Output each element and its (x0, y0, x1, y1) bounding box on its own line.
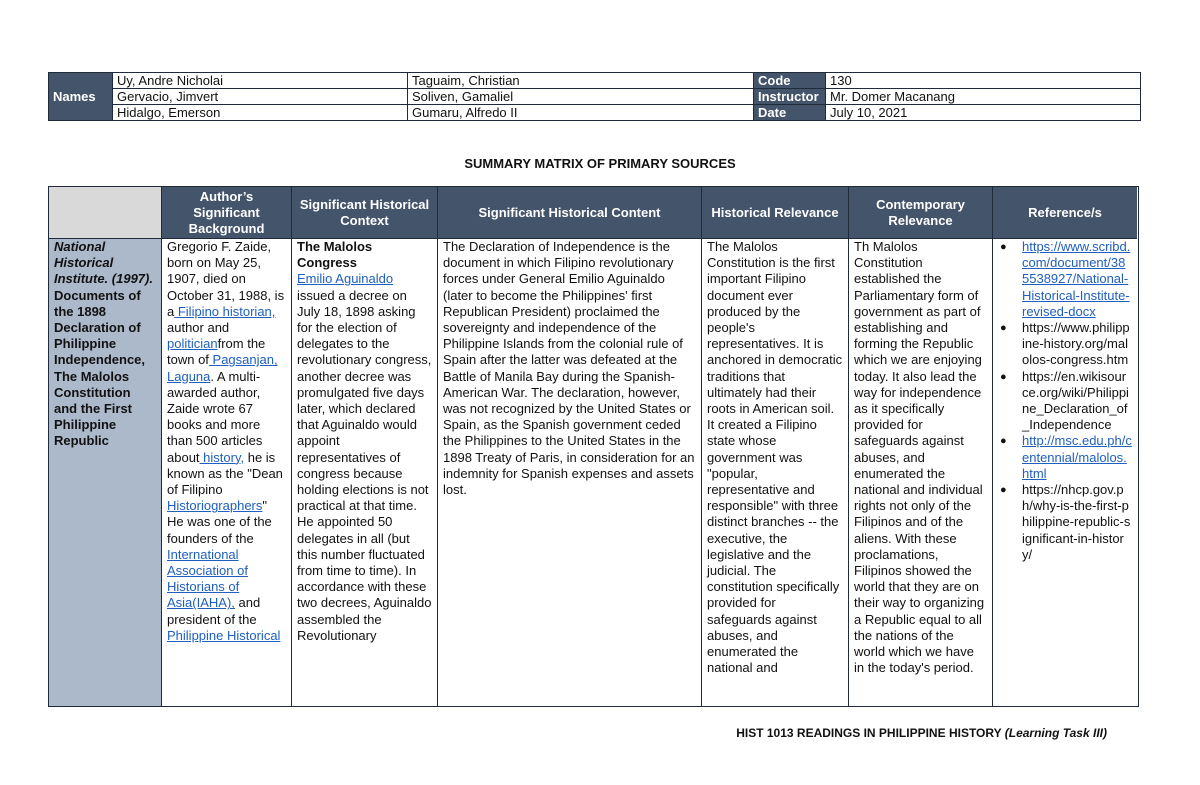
member-name: Soliven, Gamaliel (408, 89, 754, 105)
instructor-label: Instructor (754, 89, 826, 105)
history-link[interactable]: history, (199, 449, 245, 465)
references-cell (993, 238, 1137, 706)
philippine-historical-link[interactable]: Philippine Historical (167, 627, 281, 643)
footer (736, 726, 1107, 740)
member-name: Gervacio, Jimvert (113, 89, 408, 105)
author-text: and president of the (167, 595, 261, 627)
reference-text: https://nhcp.gov.ph/why-is-the-first-philippine-republic-significant-in-history/ (1022, 482, 1131, 562)
header-references: Reference/s (993, 187, 1137, 238)
reference-link[interactable]: http://msc.edu.ph/centennial/malolos.html (1022, 433, 1132, 481)
page-title: SUMMARY MATRIX OF PRIMARY SOURCES (464, 156, 736, 171)
reference-text: https://en.wikisource.org/wiki/Philippine_Declaration_of_Independence (1022, 368, 1129, 433)
author-text: " He was one of the founders of the (167, 498, 272, 546)
historiographers-link[interactable]: Historiographers (167, 498, 263, 514)
group-info-table (48, 72, 1141, 121)
member-name: Taguaim, Christian (408, 73, 754, 89)
source-citation: National Historical Institute. (1997). (54, 239, 153, 287)
author-text: author and (167, 320, 230, 336)
relevance-text: The Malolos Constitution is the first important Filipino document ever produced by the people's representatives. It is anchored in democratic traditions that ultimately had their roots in American soil. It created a Filipino state whose government was "popular, representative and responsible" with three distinct branches -- the executive, the legislative and the judicial. The constitution specifically provided for safeguards against abuses, and enumerated the national and (707, 239, 843, 676)
politician-link[interactable]: politician (167, 336, 218, 352)
list-item (998, 320, 1132, 369)
emilio-aguinaldo-link[interactable]: Emilio Aguinaldo (297, 271, 394, 287)
date-value: July 10, 2021 (826, 105, 1141, 121)
author-text: Gregorio F. Zaide, born on May 25, 1907, died on October 31, 1988, is a (167, 239, 285, 319)
context-cell (292, 238, 438, 706)
header-contemporary: Contemporary Relevance (849, 187, 993, 238)
context-heading: The Malolos Congress (297, 239, 373, 271)
instructor-value: Mr. Domer Macanang (826, 89, 1141, 105)
code-label: Code (754, 73, 826, 89)
context-text: issued a decree on July 18, 1898 asking for the election of delegates to the revolutionary congress, another decree was promulgated five days later, which declared that Aguinaldo would appoint representatives of congress because holding elections is not practical at that time. He appointed 50 delegates in all (but this number fluctuated from time to time). In accordance with these two decrees, Aguinaldo assembled the Revolutionary (297, 287, 432, 643)
summary-matrix (48, 186, 1139, 707)
header-relevance: Historical Relevance (702, 187, 849, 238)
member-name: Uy, Andre Nicholai (113, 73, 408, 89)
list-item (998, 369, 1132, 434)
list-item (998, 239, 1132, 320)
iaha-link[interactable]: International Association of Historians of Asia(IAHA), (167, 546, 248, 611)
author-text: from the town of (167, 336, 266, 368)
author-text: he is known as the "Dean of Filipino (167, 449, 283, 498)
contemporary-cell (849, 238, 993, 706)
names-label: Names (49, 73, 113, 121)
task-label: (Learning Task III) (1004, 726, 1107, 740)
pagsanjan-laguna-link[interactable]: Pagsanjan, Laguna (167, 352, 278, 384)
header-blank-cell (49, 187, 162, 238)
source-title: Documents of the 1898 Declaration of Philippine Independence, The Malolos Constitution and the First Philippine Republic (54, 287, 146, 449)
list-item (998, 482, 1132, 563)
contemporary-text: Th Malolos Constitution established the Parliamentary form of government as part of establishing and forming the Republic which we are enjoying today. It also lead the way for independence as it specifically provided for safeguards against abuses, and enumerated the national and individual rights not only of the Filipinos and of the aliens. With these proclamations, Filipinos showed the world that they are on their way to organizing a Republic equal to all the nations of the world which we have in the today's period. (854, 239, 985, 676)
relevance-cell (702, 238, 849, 706)
source-cell (49, 238, 162, 706)
code-value: 130 (826, 73, 1141, 89)
author-cell (162, 238, 292, 706)
content-cell (438, 238, 702, 706)
member-name: Gumaru, Alfredo II (408, 105, 754, 121)
reference-link[interactable]: https://www.scribd.com/document/385538927/National-Historical-Institute-revised-docx (1022, 239, 1131, 319)
list-item (998, 433, 1132, 482)
date-label: Date (754, 105, 826, 121)
reference-list (998, 239, 1132, 563)
member-name: Hidalgo, Emerson (113, 105, 408, 121)
header-author: Author’s Significant Background (162, 187, 292, 238)
header-content: Significant Historical Content (438, 187, 702, 238)
reference-text: https://www.philippine-history.org/malolos-congress.htm (1022, 320, 1130, 368)
filipino-historian-link[interactable]: Filipino historian, (174, 303, 276, 319)
content-text: The Declaration of Independence is the document in which Filipino revolutionary forces under General Emilio Aguinaldo (later to become the Philippines' first Republican President) proclaimed the sovereignty and independence of the Philippine Islands from the colonial rule of Spain after the latter was defeated at the Battle of Manila Bay during the Spanish-American War. The declaration, however, was not recognized by the United States or Spain, as the Spanish government ceded the Philippines to the United States in the 1898 Treaty of Paris, in consideration for an indemnity for Spanish expenses and assets lost. (443, 239, 695, 498)
header-context: Significant Historical Context (292, 187, 438, 238)
course-title: HIST 1013 READINGS IN PHILIPPINE HISTORY (736, 726, 1002, 740)
author-text: . A multi-awarded author, Zaide wrote 67 books and more than 500 articles about (167, 368, 263, 465)
